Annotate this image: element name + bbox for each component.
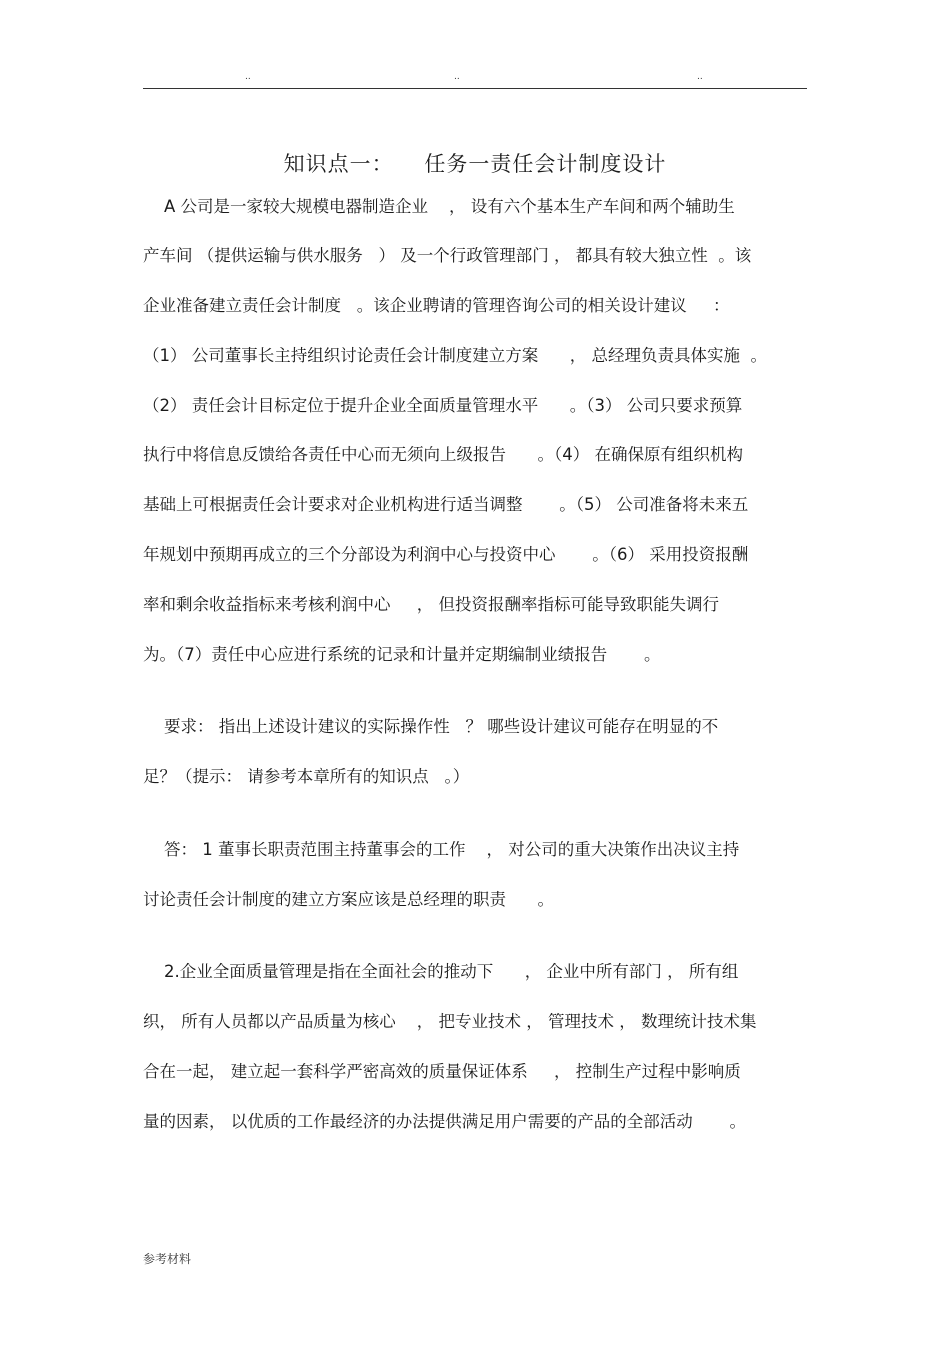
header-mark-center: .. [454,72,460,82]
body-line: 织， 所有人员都以产品质量为核心 ， 把专业技术 ， 管理技术 ， 数理统计技术集 [143,1012,757,1031]
body-line: 量的因素， 以优质的工作最经济的办法提供满足用户需要的产品的全部活动 。 [143,1112,746,1131]
page-header [143,72,807,86]
body-line: 为。（7）责任中心应进行系统的记录和计量并定期编制业绩报告 。 [143,645,661,664]
body-line: 执行中将信息反馈给各责任中心而无须向上级报告 。（4） 在确保原有组织机构 [143,445,743,464]
body-line: 合在一起， 建立起一套科学严密高效的质量保证体系 ， 控制生产过程中影响质 [143,1062,741,1081]
body-line: 企业准备建立责任会计制度 。该企业聘请的管理咨询公司的相关设计建议 ： [143,296,730,315]
body-line: （1） 公司董事长主持组织讨论责任会计制度建立方案 ， 总经理负责具体实施 。 [143,346,767,365]
body-line: 产车间 （提供运输与供水服务 ） 及一个行政管理部门 ， 都具有较大独立性 。该 [143,246,752,265]
body-line: （2） 责任会计目标定位于提升企业全面质量管理水平 。（3） 公司只要求预算 [143,396,743,415]
body-line: 率和剩余收益指标来考核利润中心 ， 但投资报酬率指标可能导致职能失调行 [143,595,719,614]
header-divider [143,88,807,89]
body-line: 足？（提示： 请参考本章所有的知识点 。） [143,767,470,786]
page-title: 知识点一： 任务一责任会计制度设计 [283,152,667,176]
body-line: 答： 1 董事长职责范围主持董事会的工作 ， 对公司的重大决策作出决议主持 [143,840,740,859]
body-line: 要求： 指出上述设计建议的实际操作性 ？ 哪些设计建议可能存在明显的不 [143,717,719,736]
page-footer: 参考材料 [143,1252,192,1266]
body-line: A 公司是一家较大规模电器制造企业 ， 设有六个基本生产车间和两个辅助生 [143,197,735,216]
body-line: 基础上可根据责任会计要求对企业机构进行适当调整 。（5） 公司准备将未来五 [143,495,749,514]
header-mark-right: .. [697,72,703,82]
header-mark-left: .. [245,72,251,82]
body-line: 2.企业全面质量管理是指在全面社会的推动下 ， 企业中所有部门 ， 所有组 [143,962,739,981]
body-line: 讨论责任会计制度的建立方案应该是总经理的职责 。 [143,890,554,909]
body-line: 年规划中预期再成立的三个分部设为利润中心与投资中心 。（6） 采用投资报酬 [143,545,749,564]
